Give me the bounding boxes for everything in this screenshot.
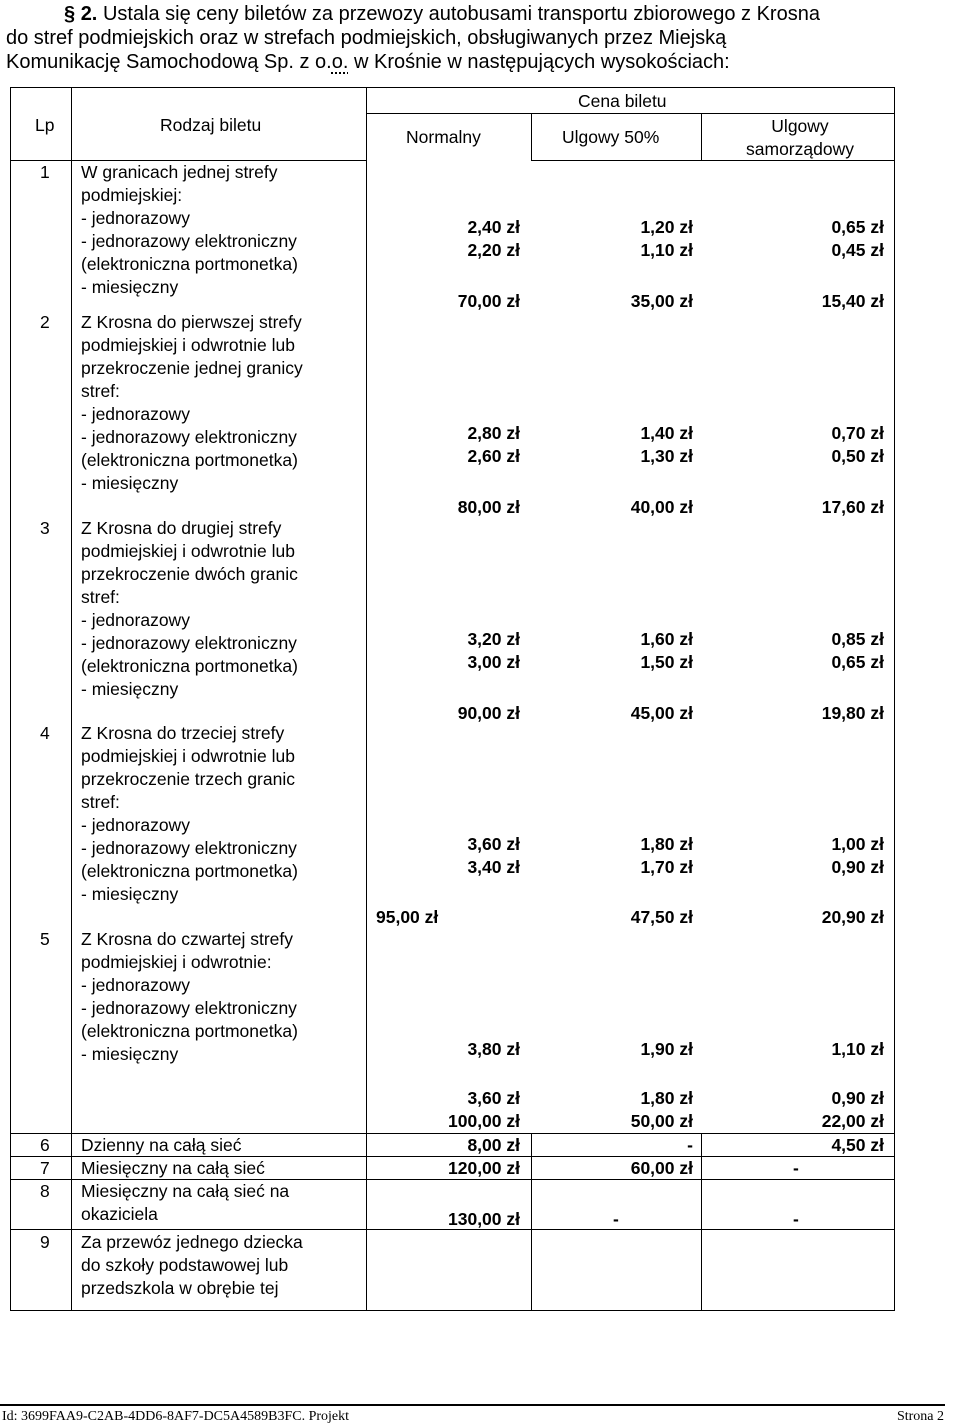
table-border-bottom [10,1310,895,1311]
row-5-monthly-reduced: 50,00 zł [630,1111,693,1131]
row-4-single-reduced: 1,80 zł [640,834,693,854]
row-2-monthly-reduced: 40,00 zł [630,497,693,517]
table-divider-reduced-bottom [701,1133,702,1311]
row-3-desc-line: Z Krosna do drugiej strefy [81,518,282,538]
row-2-electronic-reduced: 1,30 zł [640,446,693,466]
row-4-monthly-local: 20,90 zł [821,907,884,927]
table-divider-type [366,87,367,1311]
row-1-single-reduced: 1,20 zł [640,217,693,237]
table-border-top [10,87,895,88]
header-ticket-type: Rodzaj biletu [160,115,262,135]
row-3-monthly-reduced: 45,00 zł [630,703,693,723]
footer-rule [0,1404,945,1406]
heading-line-3 [6,50,960,74]
row-2-monthly-local: 17,60 zł [821,497,884,517]
row-3-desc-line: - jednorazowy [81,610,190,630]
table-subheader-line [366,113,895,114]
row-5-lp: 5 [40,929,50,949]
row-3-desc-line: - jednorazowy elektroniczny [81,633,297,653]
row-1-single-normal: 2,40 zł [467,217,520,237]
row-7-price-normal: 120,00 zł [448,1158,520,1178]
row-2-single-reduced: 1,40 zł [640,423,693,443]
header-normal: Normalny [406,127,481,147]
row-1-desc-line: - miesięczny [81,277,179,297]
row-2-desc-line: podmiejskiej i odwrotnie lub [81,335,295,355]
row-6-price-normal: 8,00 zł [467,1135,520,1155]
row-8-desc [81,1180,289,1226]
footer-document-id: Id: 3699FAA9-C2AB-4DD6-8AF7-DC5A4589B3FC. Projekt [2,1409,350,1424]
row-4-desc-line: przekroczenie trzech granic [81,769,295,789]
row-1-lp: 1 [40,162,50,182]
row-2-desc-line: - jednorazowy [81,404,190,424]
row-3-electronic-local: 0,65 zł [831,652,884,672]
header-reduced: Ulgowy 50% [562,127,660,147]
row-5-electronic-normal: 3,60 zł [467,1088,520,1108]
row-3-desc-line: stref: [81,587,120,607]
row-5-desc-line: - miesięczny [81,1044,179,1064]
row-2-lp: 2 [40,312,50,332]
header-local-line1: Ulgowy [771,116,829,136]
row-4-desc-line: - miesięczny [81,884,179,904]
row-3-desc-line: podmiejskiej i odwrotnie lub [81,541,295,561]
row-1-desc-line: - jednorazowy [81,208,190,228]
row-9-desc-line: przedszkola w obrębie tej [81,1278,279,1298]
row-9-desc-line: Za przewóz jednego dziecka [81,1232,303,1252]
table-divider-normal-bottom [531,1133,532,1311]
header-local-reduced [720,115,880,161]
row-3-desc-line: (elektroniczna portmonetka) [81,656,298,676]
row-3-monthly-local: 19,80 zł [821,703,884,723]
heading-line-1-text: Ustala się ceny biletów za przewozy autobusami transportu zbiorowego z Krosna [102,3,820,25]
row-3-electronic-normal: 3,00 zł [467,652,520,672]
row-2-desc-line: przekroczenie jednej granicy [81,358,303,378]
row-4-desc-line: stref: [81,792,120,812]
header-lp: Lp [35,115,55,135]
row-4-lp: 4 [40,723,50,743]
row-4-desc-line: Z Krosna do trzeciej strefy [81,723,285,743]
row-6-desc: Dzienny na całą sieć [81,1135,242,1155]
row-2-desc-line: - miesięczny [81,473,179,493]
row-7-lp: 7 [40,1158,50,1178]
row-8-desc-line: okaziciela [81,1204,158,1224]
row-1-desc-line: (elektroniczna portmonetka) [81,254,298,274]
row-5-desc-line: - jednorazowy elektroniczny [81,998,297,1018]
row-5-single-local: 1,10 zł [831,1039,884,1059]
row-4-desc [81,722,298,906]
row-5-single-normal: 3,80 zł [467,1039,520,1059]
row-3-desc-line: - miesięczny [81,679,179,699]
row-3-lp: 3 [40,518,50,538]
row-2-desc-line: stref: [81,381,120,401]
footer-page-number: Strona 2 [896,1409,944,1424]
row-2-electronic-normal: 2,60 zł [467,446,520,466]
heading-line-3-end: w Krośnie w następujących wysokościach: [348,51,730,73]
row-3-single-normal: 3,20 zł [467,629,520,649]
row-1-electronic-reduced: 1,10 zł [640,240,693,260]
row-7-price-reduced: 60,00 zł [630,1158,693,1178]
header-local-line2: samorządowy [746,139,854,159]
row-4-single-local: 1,00 zł [831,834,884,854]
row-1-single-local: 0,65 zł [831,217,884,237]
row-5-desc-line: - jednorazowy [81,975,190,995]
table-divider-reduced-head [701,113,702,160]
table-border-right [894,87,895,1311]
row-5-desc [81,928,298,1066]
row-4-single-normal: 3,60 zł [467,834,520,854]
row-8-lp: 8 [40,1181,50,1201]
row-5-electronic-reduced: 1,80 zł [640,1088,693,1108]
row-3-single-local: 0,85 zł [831,629,884,649]
row-4-electronic-normal: 3,40 zł [467,857,520,877]
table-border-left [10,87,11,1311]
row-4-electronic-reduced: 1,70 zł [640,857,693,877]
row-9-desc-line: do szkoły podstawowej lub [81,1255,289,1275]
row-2-electronic-local: 0,50 zł [831,446,884,466]
table-divider-normal-head [531,113,532,160]
row-6-lp: 6 [40,1135,50,1155]
row-3-single-reduced: 1,60 zł [640,629,693,649]
row-5-monthly-normal: 100,00 zł [448,1111,520,1131]
row-2-single-normal: 2,80 zł [467,423,520,443]
row-6-price-reduced: - [687,1135,693,1155]
row-1-electronic-local: 0,45 zł [831,240,884,260]
row-5-monthly-local: 22,00 zł [821,1111,884,1131]
row-1-desc-line: - jednorazowy elektroniczny [81,231,297,251]
row-4-desc-line: - jednorazowy elektroniczny [81,838,297,858]
row-9-lp: 9 [40,1232,50,1252]
row-1-monthly-reduced: 35,00 zł [630,291,693,311]
row-8-price-reduced: - [613,1209,619,1229]
heading-link[interactable]: o. [331,51,349,73]
header-price-group: Cena biletu [578,91,667,111]
row-5-desc-line: podmiejskiej i odwrotnie: [81,952,272,972]
row-1-desc-line: W granicach jednej strefy [81,162,278,182]
row-5-single-reduced: 1,90 zł [640,1039,693,1059]
row-3-monthly-normal: 90,00 zł [457,703,520,723]
row-2-desc-line: Z Krosna do pierwszej strefy [81,312,302,332]
row-4-desc-line: - jednorazowy [81,815,190,835]
row-7-desc: Miesięczny na całą sieć [81,1158,265,1178]
table-divider-lp [71,87,72,1311]
row-1-desc [81,161,298,299]
row-4-desc-line: (elektroniczna portmonetka) [81,861,298,881]
row-1-monthly-normal: 70,00 zł [457,291,520,311]
row-6-price-local: 4,50 zł [831,1135,884,1155]
row-5-desc-line: (elektroniczna portmonetka) [81,1021,298,1041]
heading-line-1 [6,2,960,26]
row-3-electronic-reduced: 1,50 zł [640,652,693,672]
row-5-electronic-local: 0,90 zł [831,1088,884,1108]
row-2-desc-line: (elektroniczna portmonetka) [81,450,298,470]
row-4-electronic-local: 0,90 zł [831,857,884,877]
row-4-monthly-reduced: 47,50 zł [630,907,693,927]
row-1-monthly-local: 15,40 zł [821,291,884,311]
row-1-desc-line: podmiejskiej: [81,185,183,205]
row-3-desc [81,517,298,701]
row-8-price-normal: 130,00 zł [448,1209,520,1229]
row-9-desc [81,1231,303,1300]
heading-line-2: do stref podmiejskich oraz w strefach podmiejskich, obsługiwanych przez Miejską [6,27,727,49]
row-8-desc-line: Miesięczny na całą sieć na [81,1181,290,1201]
row-2-single-local: 0,70 zł [831,423,884,443]
row-5-desc-line: Z Krosna do czwartej strefy [81,929,294,949]
row-8-price-local: - [793,1209,799,1229]
heading-line-3-start: Komunikację Samochodową Sp. z o. [6,51,332,73]
section-symbol: § [64,3,76,25]
section-number: 2. [80,3,98,25]
row-1-electronic-normal: 2,20 zł [467,240,520,260]
row-3-desc-line: przekroczenie dwóch granic [81,564,298,584]
row-4-desc-line: podmiejskiej i odwrotnie lub [81,746,295,766]
section-heading [6,2,960,74]
row-2-desc-line: - jednorazowy elektroniczny [81,427,297,447]
row-7-price-local: - [793,1158,799,1178]
row-2-monthly-normal: 80,00 zł [457,497,520,517]
row-2-desc [81,311,303,495]
row-4-monthly-normal: 95,00 zł [376,907,439,927]
